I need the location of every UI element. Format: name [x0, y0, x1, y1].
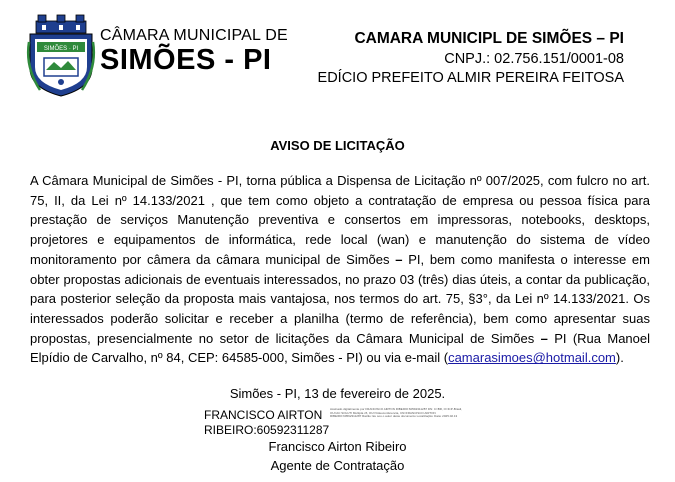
- signature-id: RIBEIRO:60592311287: [204, 423, 330, 437]
- signer-role: Agente de Contratação: [270, 458, 405, 473]
- notice-body-part: PI (Rua Manoel Elpídio de Carvalho, nº 84, CEP: 64585-000, Simões - PI) ou via e-mail (: [30, 330, 650, 366]
- crest-text: SIMÕES · PI: [43, 46, 79, 52]
- notice-body: [30, 171, 650, 368]
- date-line: Simões - PI, 13 de fevereiro de 2025.: [229, 386, 446, 401]
- institution-cnpj: CNPJ.: 02.756.151/0001-08: [444, 51, 624, 67]
- email-link[interactable]: camarasimoes@hotmail.com: [448, 350, 616, 366]
- municipal-crest: [26, 12, 96, 98]
- notice-body-part: ).: [615, 350, 624, 366]
- institution-building: EDÍCIO PREFEITO ALMIR PEREIRA FEITOSA: [317, 70, 624, 86]
- logo-title-line: CÂMARA MUNICIPAL DE: [100, 27, 288, 44]
- signature-name: FRANCISCO AIRTON: [204, 408, 323, 422]
- notice-title: AVISO DE LICITAÇÃO: [270, 138, 405, 153]
- notice-body-part: PI, bem como manifesta o interesse em obter propostas adicionais de eventuais interessados, no prazo 03 (três) dias úteis, a contar da publicação, para posterior seleção da proposta mais vantajosa, nos termos do art. 75, §3°, da Lei nº 14.133/2021. Os interessados poderão solicitar e receber a planilha (termo de referência), bem como apresentar suas propostas, presencialmente no setor de licitações da Câmara Municipal de Simões: [30, 251, 650, 346]
- signature-metadata: Assinado digitalmente por FRANCISCO AIRTON RIBEIRO:60592311287 DN: C=BR, O=ICP-Brasil, OU=AC SOLUTI Multipla v5, OU=Videoconferencia, CN=FRANCISCO AIRTON RIBEIRO:60592311287 Razão: Eu sou o autor deste documento Localização: Data: 2025.02.13: [330, 408, 463, 419]
- bold-dash: –: [395, 251, 403, 267]
- logo-city-name: SIMÕES - PI: [100, 44, 272, 76]
- institution-name: CAMARA MUNICIPL DE SIMÕES – PI: [354, 30, 624, 47]
- digital-signature-stamp: [204, 408, 463, 438]
- notice-body-part: A Câmara Municipal de Simões - PI, torna pública a Dispensa de Licitação nº 007/2025, com fulcro no art. 75, II, da Lei nº 14.133/2021 , que tem como objeto a contratação de empresa ou pessoa física para prestação de serviços Manutenção preventiva e consertos em impressoras, notebooks, desktops, projetores e equipamentos de informática, rede local (wan) e manutenção do sistema de vídeo monitoramento por câmera da câmara municipal de Simões: [30, 173, 650, 267]
- bold-dash: –: [540, 330, 548, 346]
- signer-name: Francisco Airton Ribeiro: [268, 439, 407, 454]
